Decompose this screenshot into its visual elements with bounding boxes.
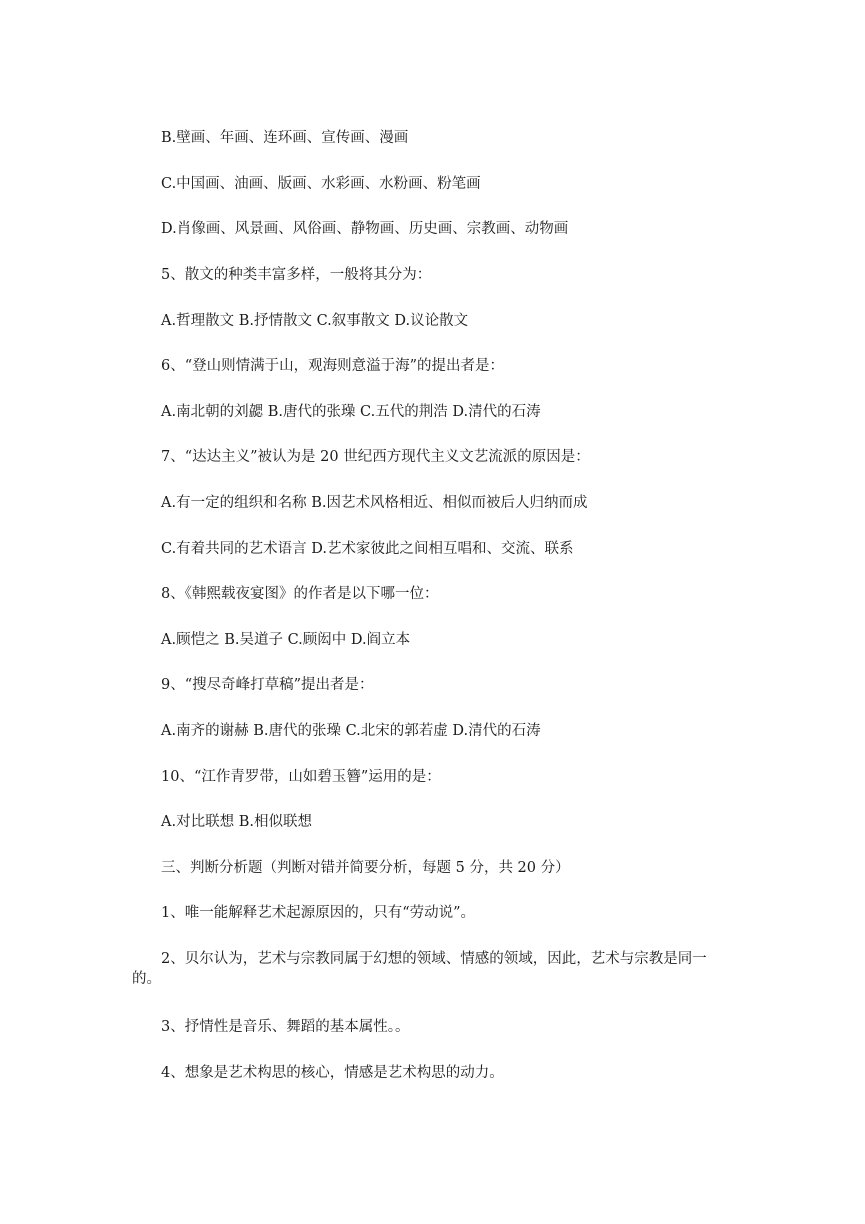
question-line: 3、抒情性是音乐、舞蹈的基本属性。。: [161, 1019, 410, 1035]
option-line: C.有着共同的艺术语言 D.艺术家彼此之间相互唱和、交流、联系: [161, 541, 574, 557]
option-line: A.有一定的组织和名称 B.因艺术风格相近、相似而被后人归纳而成: [161, 495, 588, 511]
question-line: 9、“搜尽奇峰打草稿”提出者是：: [161, 677, 374, 693]
option-line: B.壁画、年画、连环画、宣传画、漫画: [161, 130, 409, 146]
section-heading: 三、判断分析题（判断对错并简要分析，每题 5 分，共 20 分）: [161, 860, 570, 876]
question-line: 1、唯一能解释艺术起源原因的，只有“劳动说”。: [161, 905, 476, 921]
paragraph-first-line: 2、贝尔认为，艺术与宗教同属于幻想的领域、情感的领域，因此，艺术与宗教是同一: [161, 951, 707, 967]
option-line: D.肖像画、风景画、风俗画、静物画、历史画、宗教画、动物画: [161, 221, 569, 237]
option-line: A.对比联想 B.相似联想: [161, 814, 312, 830]
option-line: C.中国画、油画、版画、水彩画、水粉画、粉笔画: [161, 176, 481, 192]
question-line: 5、散文的种类丰富多样，一般将其分为：: [161, 267, 432, 283]
question-line: 4、想象是艺术构思的核心，情感是艺术构思的动力。: [161, 1065, 504, 1081]
paragraph-continuation: 的。: [132, 971, 161, 987]
question-line: 8、《韩熙载夜宴图》的作者是以下哪一位：: [161, 586, 439, 602]
question-paragraph: [132, 949, 732, 989]
option-line: A.哲理散文 B.抒情散文 C.叙事散文 D.议论散文: [161, 313, 469, 329]
question-line: 10、“江作青罗带，山如碧玉簪”运用的是：: [161, 769, 441, 785]
question-line: 6、“登山则情满于山，观海则意溢于海”的提出者是：: [161, 358, 505, 374]
question-line: 7、“达达主义”被认为是 20 世纪西方现代主义文艺流派的原因是：: [161, 449, 590, 465]
option-line: A.南齐的谢赫 B.唐代的张璪 C.北宋的郭若虚 D.清代的石涛: [161, 723, 541, 739]
option-line: A.顾恺之 B.吴道子 C.顾闳中 D.阎立本: [161, 632, 411, 648]
option-line: A.南北朝的刘勰 B.唐代的张璪 C.五代的荆浩 D.清代的石涛: [161, 404, 541, 420]
